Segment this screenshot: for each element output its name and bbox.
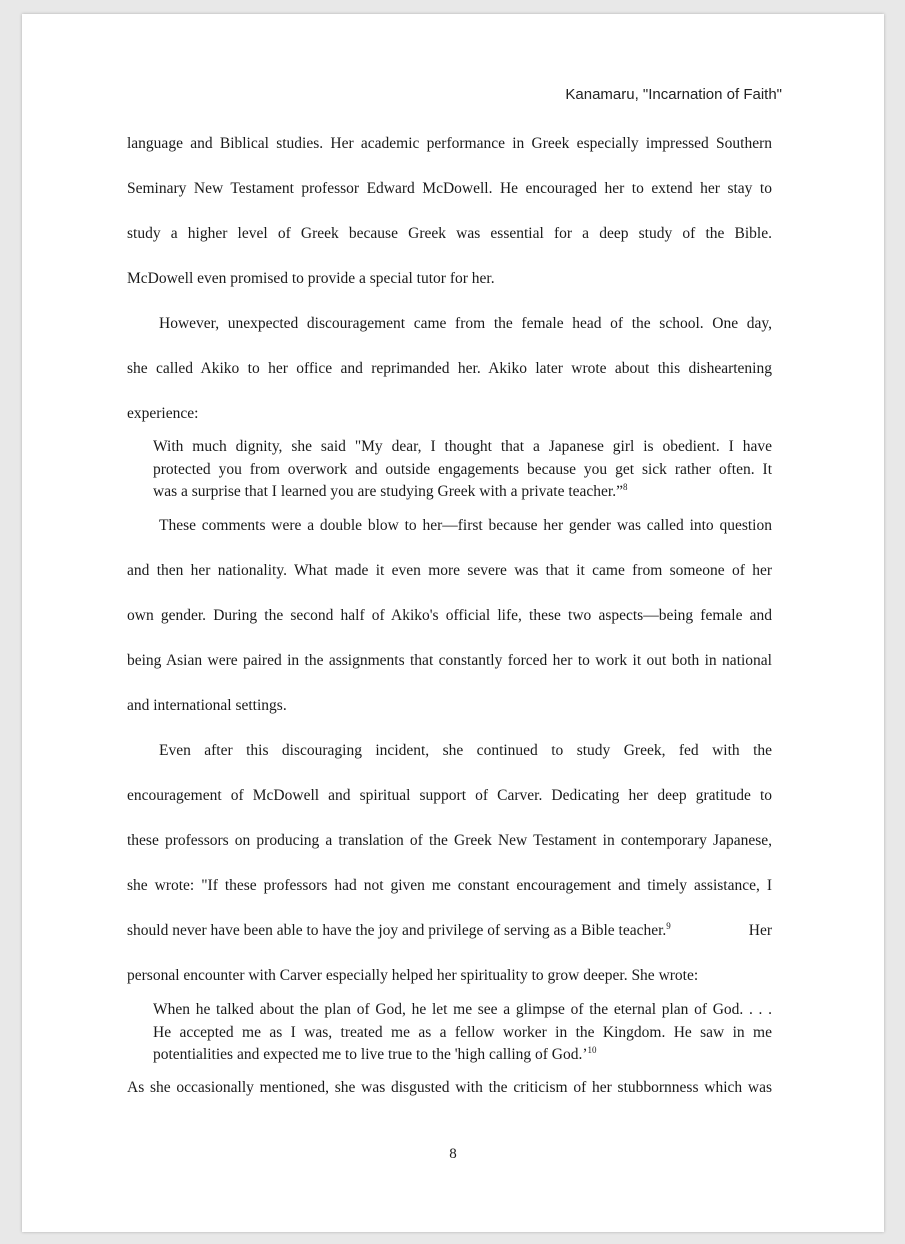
text-line: These comments were a double blow to her—first because her gender was called into question <box>159 517 772 534</box>
quote-line-last <box>153 481 772 504</box>
text-line: she called Akiko to her office and reprimanded her. Akiko later wrote about this disheartening <box>127 360 772 377</box>
page-number: 8 <box>449 1146 457 1162</box>
text-line: Seminary New Testament professor Edward McDowell. He encouraged her to extend her stay to <box>127 180 772 197</box>
text-line: and international settings. <box>127 697 287 714</box>
block-quote <box>153 436 772 504</box>
text-segment: Her <box>748 922 772 939</box>
quote-text: was a surprise that I learned you are studying Greek with a private teacher.” <box>153 483 623 500</box>
text-line: Even after this discouraging incident, she continued to study Greek, fed with the <box>159 742 772 759</box>
text-line: However, unexpected discouragement came from the female head of the school. One day, <box>159 315 772 332</box>
text-line: language and Biblical studies. Her academic performance in Greek especially impressed Southern <box>127 135 772 152</box>
quote-line: protected you from overwork and outside engagements because you get sick rather often. It <box>153 460 772 478</box>
footnote-ref: 8 <box>622 481 628 492</box>
text-line: encouragement of McDowell and spiritual support of Carver. Dedicating her deep gratitude to <box>127 787 772 804</box>
quote-line-last <box>153 1044 772 1067</box>
text-line: study a higher level of Greek because Greek was essential for a deep study of the Bible. <box>127 225 772 242</box>
running-head: Kanamaru, "Incarnation of Faith" <box>565 86 782 103</box>
text-segment: should never have been able to have the joy and privilege of serving as a Bible teacher. <box>127 922 667 939</box>
footnote-ref: 9 <box>666 920 671 931</box>
quote-text: potentialities and expected me to live true to the 'high calling of God.’ <box>153 1046 588 1063</box>
footnote-ref: 10 <box>587 1044 597 1055</box>
text-line: being Asian were paired in the assignments that constantly forced her to work it out both in national <box>127 652 772 669</box>
text-line: experience: <box>127 405 199 422</box>
block-quote <box>153 999 772 1067</box>
text-line: own gender. During the second half of Akiko's official life, these two aspects—being female and <box>127 607 772 624</box>
quote-line: When he talked about the plan of God, he let me see a glimpse of the eternal plan of God. . . . <box>153 1001 772 1018</box>
text-line: she wrote: "If these professors had not given me constant encouragement and timely assistance, I <box>127 877 772 894</box>
text-line: personal encounter with Carver especially helped her spirituality to grow deeper. She wrote: <box>127 967 699 984</box>
text-line: these professors on producing a translation of the Greek New Testament in contemporary Japanese, <box>127 832 772 849</box>
document-page <box>22 14 884 1232</box>
text-line: and then her nationality. What made it even more severe was that it came from someone of her <box>127 562 772 579</box>
text-line: As she occasionally mentioned, she was disgusted with the criticism of her stubbornness which was <box>127 1079 772 1096</box>
text-line: McDowell even promised to provide a special tutor for her. <box>127 270 495 287</box>
quote-line: With much dignity, she said "My dear, I thought that a Japanese girl is obedient. I have <box>153 438 772 455</box>
text-line-with-footnote <box>127 921 772 941</box>
quote-line: He accepted me as I was, treated me as a fellow worker in the Kingdom. He saw in me <box>153 1023 772 1041</box>
